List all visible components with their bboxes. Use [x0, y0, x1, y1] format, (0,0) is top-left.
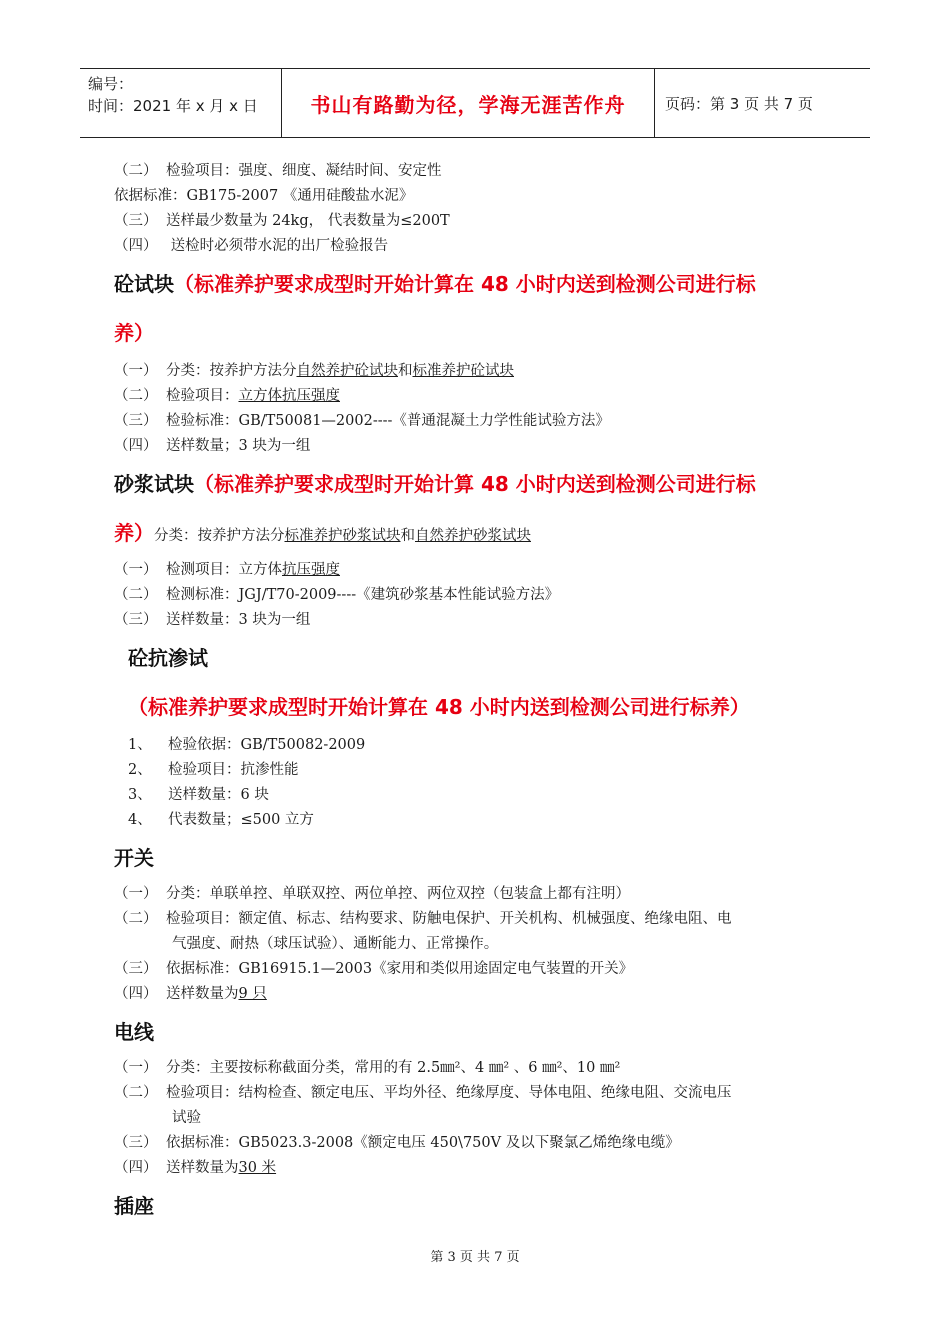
cement-item-4 — [114, 236, 388, 256]
underlined-term: 抗压强度 — [282, 562, 340, 578]
item-text: 检验项目：额定值、标志、结构要求、防触电保护、开关机构、机械强度、绝缘电阻、电 — [166, 911, 732, 927]
item-number: （三） — [114, 1135, 158, 1151]
wire-item-1 — [114, 1058, 620, 1078]
impermeability-item-4 — [128, 810, 314, 830]
switch-item-3 — [114, 959, 633, 979]
item-number: （三） — [114, 413, 158, 429]
item-text: 分类：单联单控、单联双控、两位单控、两位双控（包装盒上都有注明） — [166, 886, 630, 902]
header-page-number: 页码：第 3 页 共 7 页 — [665, 94, 813, 113]
item-number: （一） — [114, 1060, 158, 1076]
wire-item-4 — [114, 1158, 276, 1178]
page-footer: 第 3 页 共 7 页 — [430, 1250, 520, 1265]
concrete-item-3 — [114, 411, 610, 431]
item-text: 送样最少数量为 24kg， 代表数量为≤200T — [166, 213, 450, 229]
item-number: （四） — [114, 238, 158, 254]
underlined-term: 9 只 — [238, 986, 267, 1002]
section-title: 砼试块 — [114, 272, 174, 296]
item-number: 3、 — [128, 787, 152, 803]
item-number: （一） — [114, 886, 158, 902]
switch-item-2-cont: 气强度、耐热（球压试验）、通断能力、正常操作。 — [172, 936, 499, 952]
header-motto: 书山有路勤为径，学海无涯苦作舟 — [282, 69, 655, 137]
item-text: 检验项目： — [166, 388, 239, 404]
item-number: （三） — [114, 213, 158, 229]
underlined-term: 自然养护砼试块 — [296, 363, 398, 379]
item-number: （四） — [114, 986, 158, 1002]
impermeability-item-2 — [128, 760, 299, 780]
item-text: 检测标准：JGJ/T70-2009----《建筑砂浆基本性能试验方法》 — [166, 587, 560, 603]
date-label: 时间：2021 年 x 月 x 日 — [88, 97, 258, 115]
mortar-item-3 — [114, 610, 310, 630]
wire-item-2 — [114, 1083, 732, 1103]
cement-item-3 — [114, 211, 450, 231]
underlined-term: 立方体抗压强度 — [238, 388, 340, 404]
underlined-term: 标准养护砼试块 — [412, 363, 514, 379]
item-number: 4、 — [128, 812, 152, 828]
item-number: （二） — [114, 911, 158, 927]
item-text: 送样数量；3 块为一组 — [166, 438, 311, 454]
wire-heading: 电线 — [114, 1020, 154, 1044]
section-note: （标准养护要求成型时开始计算 48 小时内送到检测公司进行标 — [194, 472, 756, 496]
item-text: 检测项目：立方体 — [166, 562, 282, 578]
switch-heading: 开关 — [114, 846, 154, 870]
section-note: 养） — [114, 521, 154, 545]
item-number: （三） — [114, 612, 158, 628]
item-number: 1、 — [128, 737, 152, 753]
item-text: 送样数量：6 块 — [168, 787, 269, 803]
impermeability-item-1 — [128, 735, 365, 755]
item-text: 代表数量；≤500 立方 — [168, 812, 314, 828]
item-number: （二） — [114, 163, 158, 179]
page-header — [80, 68, 870, 138]
item-text: 分类：按养护方法分 — [166, 363, 297, 379]
item-text: 检验依据：GB/T50082-2009 — [168, 737, 366, 753]
item-text: 依据标准：GB16915.1—2003《家用和类似用途固定电气装置的开关》 — [166, 961, 634, 977]
impermeability-note: （标准养护要求成型时开始计算在 48 小时内送到检测公司进行标养） — [128, 695, 750, 719]
underlined-term: 标准养护砂浆试块 — [284, 528, 401, 544]
impermeability-heading: 砼抗渗试 — [128, 646, 208, 670]
item-text: 检验项目：抗渗性能 — [168, 762, 299, 778]
section-note: （标准养护要求成型时开始计算在 48 小时内送到检测公司进行标 — [174, 272, 756, 296]
item-number: （二） — [114, 1085, 158, 1101]
concrete-block-note-cont: 养） — [114, 321, 154, 345]
item-number: （二） — [114, 388, 158, 404]
item-number: （四） — [114, 1160, 158, 1176]
mortar-block-note-cont — [114, 520, 531, 549]
item-number: 2、 — [128, 762, 152, 778]
cement-standard: 依据标准：GB175-2007 《通用硅酸盐水泥》 — [114, 188, 414, 204]
item-text: 检验项目：结构检查、额定电压、平均外径、绝缘厚度、导体电阻、绝缘电阻、交流电压 — [166, 1085, 732, 1101]
mortar-item-2 — [114, 585, 559, 605]
impermeability-item-3 — [128, 785, 269, 805]
item-text: 检验标准：GB/T50081—2002----《普通混凝土力学性能试验方法》 — [166, 413, 610, 429]
concrete-item-4 — [114, 436, 310, 456]
underlined-term: 30 米 — [238, 1160, 277, 1176]
concrete-block-heading — [114, 271, 756, 297]
switch-item-2 — [114, 909, 732, 929]
switch-item-4 — [114, 984, 267, 1004]
wire-item-3 — [114, 1133, 680, 1153]
item-number: （四） — [114, 438, 158, 454]
item-number: （一） — [114, 562, 158, 578]
item-number: （一） — [114, 363, 158, 379]
item-text: 检验项目：强度、细度、凝结时间、安定性 — [166, 163, 442, 179]
section-title: 砂浆试块 — [114, 472, 194, 496]
item-text: 送样数量为 — [166, 986, 239, 1002]
code-label: 编号： — [88, 75, 134, 93]
item-text: 和 — [400, 528, 415, 544]
item-text: 和 — [398, 363, 413, 379]
concrete-item-2 — [114, 386, 340, 406]
item-number: （三） — [114, 961, 158, 977]
mortar-item-1 — [114, 560, 340, 580]
item-text: 送样数量：3 块为一组 — [166, 612, 311, 628]
switch-item-1 — [114, 884, 630, 904]
concrete-item-1 — [114, 361, 514, 381]
item-number: （二） — [114, 587, 158, 603]
header-left-cell — [80, 69, 282, 137]
item-text: 分类：按养护方法分 — [154, 528, 285, 544]
item-text: 送样数量为 — [166, 1160, 239, 1176]
cement-item-2 — [114, 161, 442, 181]
item-text: 送检时必须带水泥的出厂检验报告 — [166, 238, 389, 254]
wire-item-2-cont: 试验 — [172, 1110, 201, 1126]
mortar-block-heading — [114, 471, 756, 497]
socket-heading: 插座 — [114, 1194, 154, 1218]
underlined-term: 自然养护砂浆试块 — [415, 528, 531, 544]
item-text: 依据标准：GB5023.3-2008《额定电压 450\750V 及以下聚氯乙烯绝缘电缆》 — [166, 1135, 680, 1151]
item-text: 分类：主要按标称截面分类，常用的有 2.5㎜²、4 ㎜² 、6 ㎜²、10 ㎜² — [166, 1060, 621, 1076]
